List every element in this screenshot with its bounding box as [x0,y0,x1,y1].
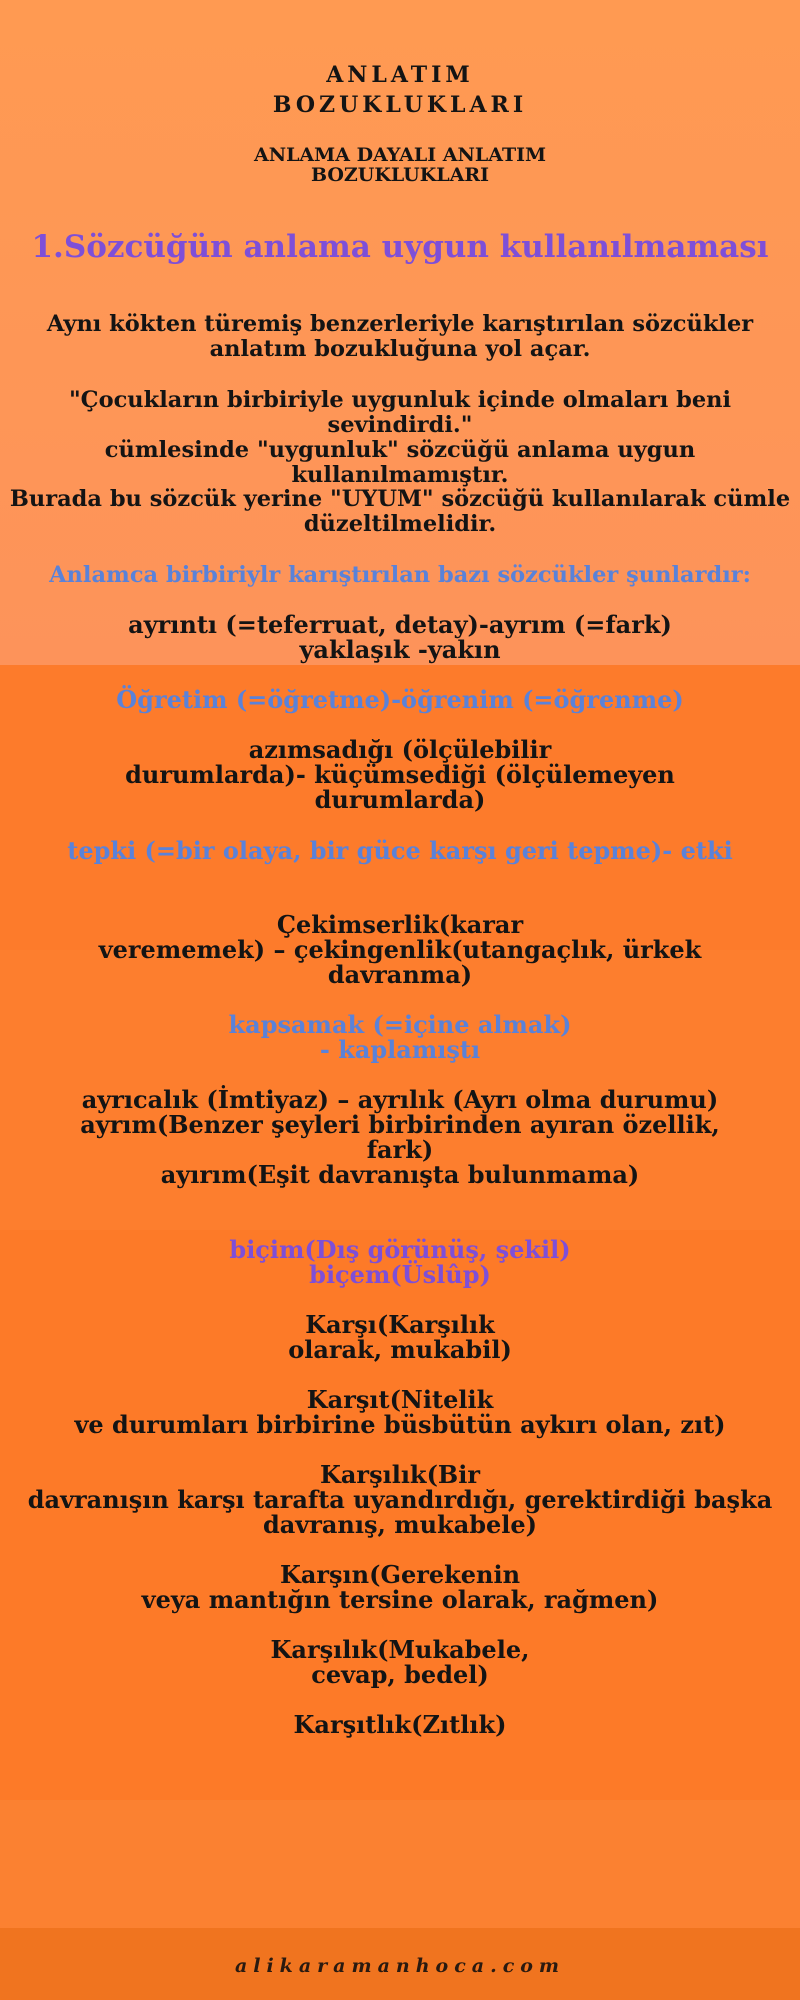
word-pair-9-line2: olarak, mukabil) [288,1335,512,1364]
word-pair-10 [0,1387,800,1437]
word-pair-13 [0,1637,800,1687]
word-pair-1 [0,612,800,662]
word-pair-7 [0,1087,800,1187]
word-pair-10-line1: Karşıt(Nitelik [306,1385,494,1414]
word-pair-8-line1: biçim(Dış görünüş, şekil) [229,1235,571,1264]
word-pair-12-line2: veya mantığın tersine olarak, rağmen) [141,1585,659,1614]
word-pair-6-line1: kapsamak (=içine almak) [228,1010,572,1039]
word-pair-14: Karşıtlık(Zıtlık) [293,1710,507,1739]
word-pair-11-line2: davranışın karşı tarafta uyandırdığı, gerektirdiği başka [27,1485,773,1514]
correction-paragraph [0,487,800,537]
word-pair-8 [0,1237,800,1287]
word-pair-12-line1: Karşın(Gerekenin [279,1560,521,1589]
word-pair-9-line1: Karşı(Karşılık [305,1310,495,1339]
word-pair-3 [0,737,800,812]
word-pair-13-line2: cevap, bedel) [311,1660,489,1689]
word-pair-9 [0,1312,800,1362]
section-heading: 1.Sözcüğün anlama uygun kullanılmaması [31,229,769,265]
word-pair-8-line2: biçem(Üslûp) [309,1260,491,1289]
word-pair-11 [0,1462,800,1537]
word-pair-3-line1: azımsadığı (ölçülebilir [248,735,552,764]
word-pair-13-line1: Karşılık(Mukabele, [270,1635,530,1664]
page-subtitle-line2: BOZUKLUKLARI [310,164,490,186]
footer-website: alikaramanhoca.com [234,1955,566,1977]
example-sentence: "Çocukların birbiriyle uygunluk içinde olmaları beni sevindirdi." [68,387,732,438]
page-title-line1: ANLATIM [326,62,474,88]
intro-line1: Aynı kökten türemiş benzerleriyle karıştırılan sözcükler [46,311,754,337]
word-pair-7-line2: ayrım(Benzer şeyleri birbirinden ayıran özellik, [80,1110,720,1139]
correction-line2: düzeltilmelidir. [303,511,497,537]
list-heading: Anlamca birbiriylr karıştırılan bazı sözcükler şunlardır: [49,562,751,588]
page-subtitle [0,145,800,185]
word-pair-3-line2: durumlarda)- küçümsediği (ölçülemeyen [125,760,675,789]
word-pair-10-line2: ve durumları birbirine büsbütün aykırı olan, zıt) [74,1410,726,1439]
word-pair-2: Öğretim (=öğretme)-öğrenim (=öğrenme) [116,685,684,714]
word-pair-7-line1: ayrıcalık (İmtiyaz) – ayrılık (Ayrı olma durumu) [81,1085,719,1114]
word-pair-11-line1: Karşılık(Bir [320,1460,480,1489]
word-pair-5-line3: davranma) [327,960,473,989]
word-pair-5-line1: Çekimserlik(karar [276,910,524,939]
word-pair-4: tepki (=bir olaya, bir güce karşı geri tepme)- etki [67,836,733,865]
page-subtitle-line1: ANLAMA DAYALI ANLATIM [253,144,547,166]
explanation-sentence: cümlesinde "uygunluk" sözcüğü anlama uygun kullanılmamıştır. [104,437,696,488]
word-pair-7-line3: fark) [366,1135,434,1164]
word-pair-6 [0,1012,800,1062]
intro-paragraph [0,312,800,362]
word-pair-11-line3: davranış, mukabele) [262,1510,538,1539]
word-pair-6-line2: - kaplamıştı [319,1035,481,1064]
word-pair-7-line4: ayırım(Eşit davranışta bulunmama) [160,1160,640,1189]
word-pair-3-line3: durumlarda) [314,785,486,814]
word-pair-1-line1: ayrıntı (=teferruat, detay)-ayrım (=fark) [128,610,672,639]
word-pair-1-line2: yaklaşık -yakın [299,635,501,664]
word-pair-5 [0,912,800,987]
intro-line2: anlatım bozukluğuna yol açar. [209,336,591,362]
word-pair-5-line2: verememek) – çekingenlik(utangaçlık, ürkek [98,935,702,964]
background-band-5 [0,1800,800,1928]
correction-line1: Burada bu sözcük yerine "UYUM" sözcüğü kullanılarak cümle [9,486,791,512]
page-title-line2: BOZUKLUKLARI [272,92,528,118]
page-title [0,60,800,120]
word-pair-12 [0,1562,800,1612]
